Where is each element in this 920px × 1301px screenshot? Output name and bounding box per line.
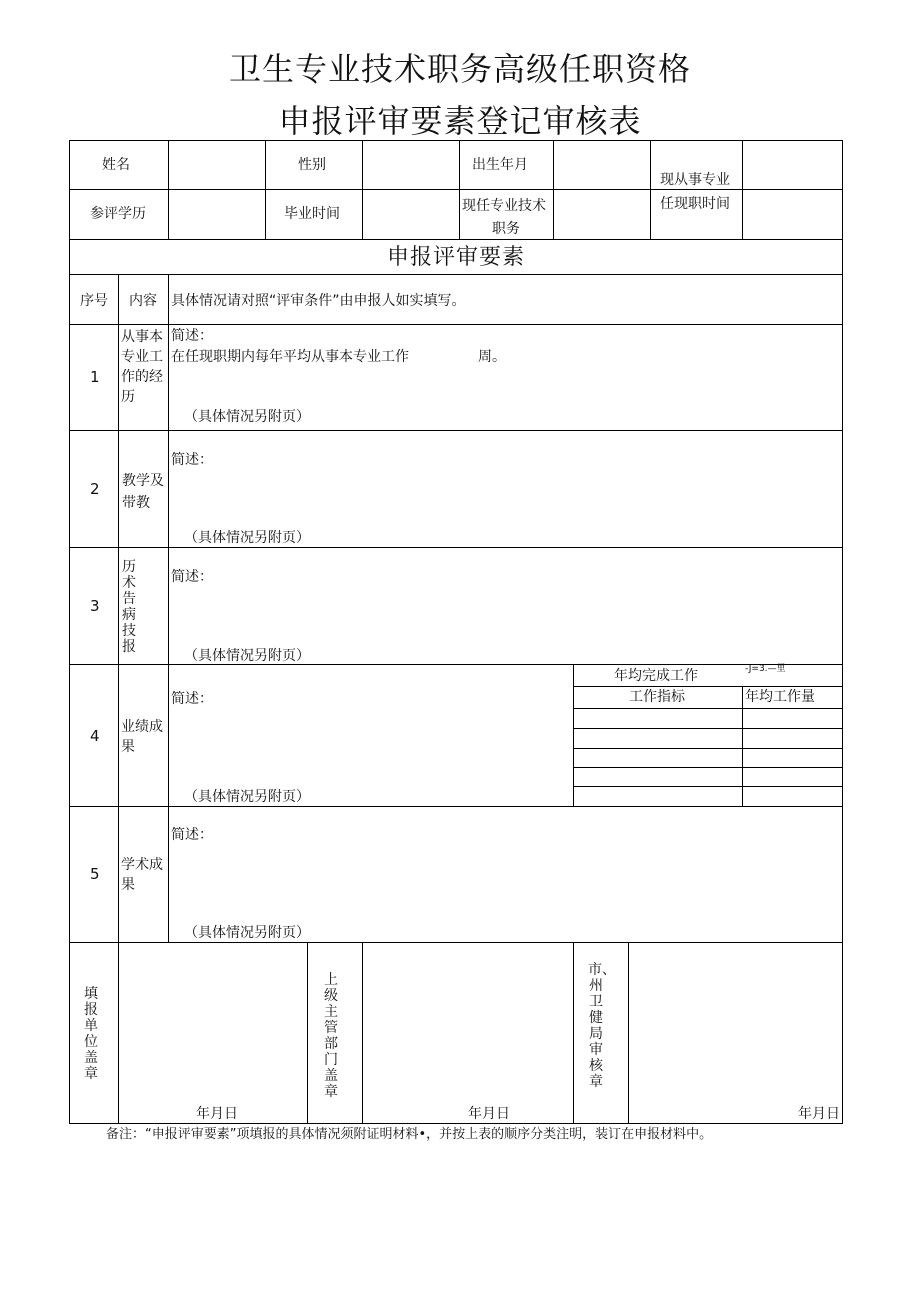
stamp-date: 年月日: [196, 1106, 238, 1122]
superior-stamp-label: 上级主管部门盖章: [324, 972, 338, 1100]
content-header: 内容: [129, 293, 157, 309]
brief-label: 简述：: [171, 569, 213, 585]
graduation-field[interactable]: [363, 190, 459, 239]
attached-note: （具体情况另附页）: [184, 789, 310, 805]
footnote: 备注：“申报评审要素”项填报的具体情况须附证明材料•，并按上表的顺序分类注明，装订在申报材料中。: [106, 1127, 713, 1142]
item-number: 4: [90, 727, 100, 745]
item-label: 历术告病技报: [122, 559, 136, 655]
major-field[interactable]: [743, 141, 842, 189]
post-label-line1: 现任专业技术: [462, 198, 546, 214]
section-title: 申报评审要素: [386, 245, 525, 270]
weeks-field[interactable]: [422, 346, 474, 366]
education-label: 参评学历: [90, 206, 146, 222]
post-field[interactable]: [554, 190, 650, 239]
unit-stamp-label: 填报单位盖章: [84, 986, 98, 1082]
major-label: 现从事专业: [660, 172, 730, 188]
seq-header: 序号: [80, 293, 108, 309]
brief-label: 简述：: [171, 452, 213, 468]
item-label: 教学及带教: [122, 473, 164, 511]
perf-col-workload: 年均工作量: [745, 689, 815, 705]
perf-table-title: 年均完成工作: [614, 668, 698, 684]
stamp-date: 年月日: [798, 1106, 840, 1122]
brief-label: 简述：: [171, 328, 213, 344]
post-label-line2: 职务: [492, 221, 520, 237]
gender-label: 性别: [298, 157, 326, 173]
gender-field[interactable]: [363, 141, 459, 189]
birth-field[interactable]: [554, 141, 650, 189]
graduation-label: 毕业时间: [284, 206, 340, 222]
item-number: 1: [90, 368, 100, 386]
brief-label: 简述：: [171, 827, 213, 843]
tenure-label: 任现职时间: [660, 196, 730, 212]
attached-note: （具体情况另附页）: [184, 530, 310, 546]
attached-note: （具体情况另附页）: [184, 648, 310, 664]
item-label: 业绩成果: [121, 719, 163, 755]
attached-note: （具体情况另附页）: [184, 925, 310, 941]
birth-label: 出生年月: [472, 157, 528, 173]
brief-label: 简述：: [171, 691, 213, 707]
form-title-line1: 卫生专业技术职务高级任职资格: [228, 50, 691, 88]
item-number: 3: [90, 597, 100, 615]
name-field[interactable]: [169, 141, 265, 189]
instruction-text: 具体情况请对照“评审条件”由申报人如实填写。: [171, 293, 466, 309]
education-field[interactable]: [169, 190, 265, 239]
bureau-stamp-label: 市、州卫健局审核章: [588, 962, 616, 1090]
form-title-line2: 申报评审要素登记审核表: [278, 102, 642, 140]
attached-note: （具体情况另附页）: [184, 409, 310, 425]
stamp-date: 年月日: [468, 1106, 510, 1122]
perf-col-indicator: 工作指标: [629, 689, 685, 705]
item-number: 5: [90, 865, 100, 883]
name-label: 姓名: [102, 157, 130, 173]
item-label: 学术成果: [121, 857, 163, 893]
item-label: 从事本专业工作的经历: [121, 329, 163, 405]
weekly-work-text: 在任现职期内每年平均从事本专业工作: [171, 349, 409, 365]
item-number: 2: [90, 480, 100, 498]
tenure-field[interactable]: [743, 190, 842, 239]
weeks-unit: 周。: [478, 349, 506, 365]
perf-stamp-text: -J=3.—里: [745, 664, 786, 674]
